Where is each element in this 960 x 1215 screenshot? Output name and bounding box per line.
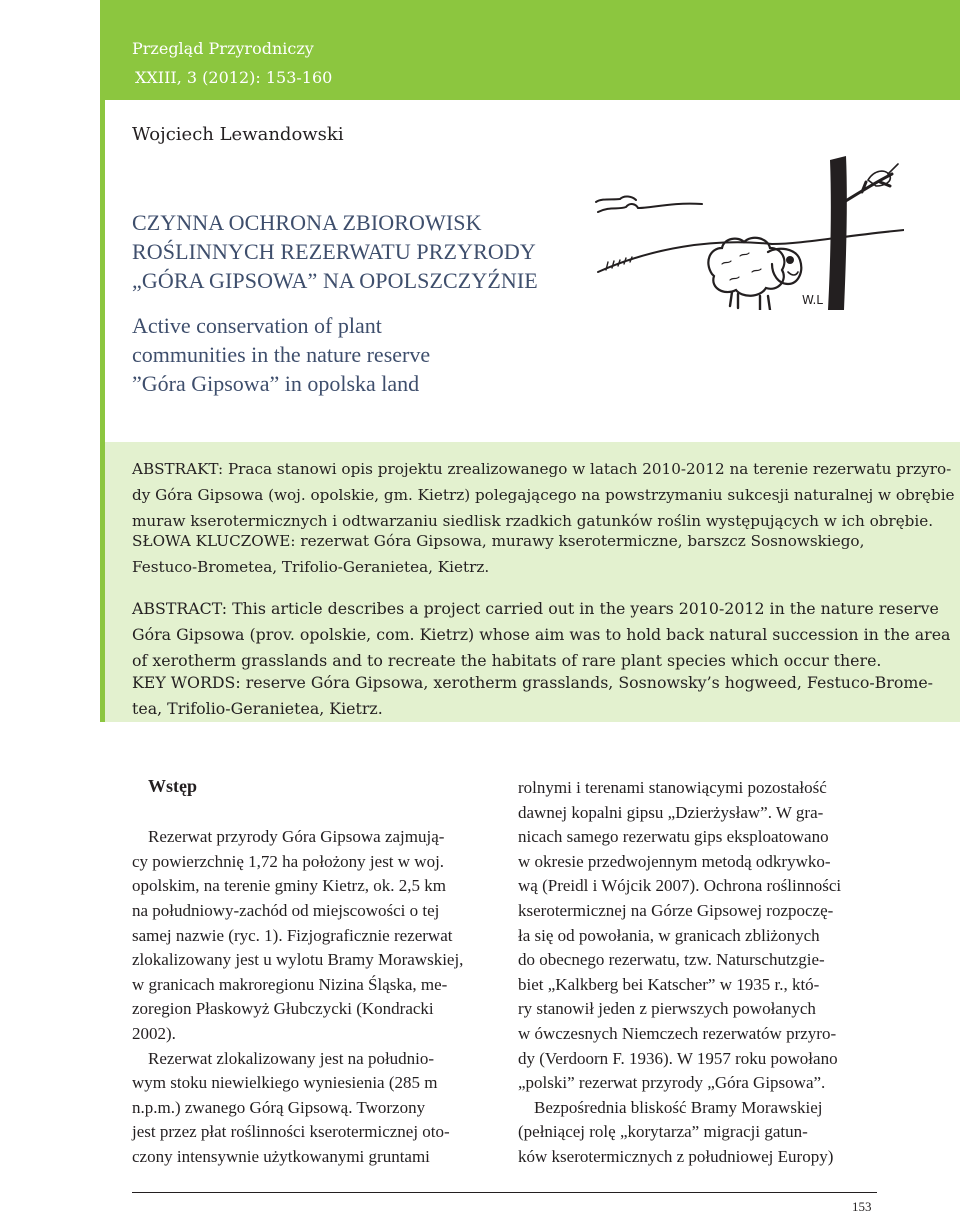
body-column-left xyxy=(132,776,492,1170)
abstract-line: muraw kserotermicznych i odtwarzaniu siedlisk rzadkich gatunków roślin występujących w ich obrębie. xyxy=(132,512,934,530)
body-line: w granicach makroregionu Nizina Śląska, me- xyxy=(132,974,448,994)
abstract-polish xyxy=(132,456,955,534)
journal-title: Przegląd Przyrodniczy xyxy=(132,39,314,58)
body-line: wym stoku niewielkiego wyniesienia (285 m xyxy=(132,1073,438,1093)
keywords-line: KEY WORDS: reserve Góra Gipsowa, xerotherm grasslands, Sosnowsky’s hogweed, Festuco-Brome- xyxy=(132,673,934,692)
keywords-line: tea, Trifolio-Geranietea, Kietrz. xyxy=(132,699,383,718)
footer-rule xyxy=(132,1192,877,1193)
abstract-line: of xerotherm grasslands and to recreate the habitats of rare plant species which occur there. xyxy=(132,651,882,670)
body-line: ków kserotermicznych z południowej Europy) xyxy=(518,1146,834,1166)
body-line: opolskim, na terenie gminy Kietrz, ok. 2,5 km xyxy=(132,876,446,896)
body-line: dy (Verdoorn F. 1936). W 1957 roku powołano xyxy=(518,1048,838,1068)
sheep-tree-illustration xyxy=(592,152,904,310)
body-line: (pełniącej rolę „korytarza” migracji gatun- xyxy=(518,1122,808,1142)
body-line: czony intensywnie użytkowanymi gruntami xyxy=(132,1146,430,1166)
body-line: na południowy-zachód od miejscowości o tej xyxy=(132,900,440,920)
body-line: samej nazwie (ryc. 1). Fizjograficznie rezerwat xyxy=(132,925,453,945)
abstract-english xyxy=(132,596,951,674)
page-number: 153 xyxy=(852,1199,872,1214)
body-line: Bezpośrednia bliskość Bramy Morawskiej xyxy=(534,1097,823,1117)
section-heading: Wstęp xyxy=(148,776,197,796)
body-line: n.p.m.) zwanego Górą Gipsową. Tworzony xyxy=(132,1097,426,1117)
body-line: kserotermicznej na Górze Gipsowej rozpoczę- xyxy=(518,900,834,920)
keywords-polish xyxy=(132,528,876,580)
body-line: wą (Preidl i Wójcik 2007). Ochrona roślinności xyxy=(518,876,842,896)
title-line: Active conservation of plant xyxy=(132,313,382,338)
body-line: ła się od powołania, w granicach zbliżonych xyxy=(518,925,820,945)
body-line: cy powierzchnię 1,72 ha położony jest w woj. xyxy=(132,851,445,871)
body-line: do obecnego rezerwatu, tzw. Naturschutzgie- xyxy=(518,950,825,970)
title-line: „GÓRA GIPSOWA” NA OPOLSZCZYŹNIE xyxy=(132,268,538,293)
title-line: communities in the nature reserve xyxy=(132,342,431,367)
body-line: w ówczesnych Niemczech rezerwatów przyro- xyxy=(518,1023,837,1043)
body-line: Rezerwat zlokalizowany jest na południo- xyxy=(148,1048,435,1068)
title-line: ”Góra Gipsowa” in opolska land xyxy=(132,371,420,396)
body-line xyxy=(132,801,492,826)
body-line: dawnej kopalni gipsu „Dzierżysław”. W gra- xyxy=(518,802,824,822)
abstract-line: ABSTRAKT: Praca stanowi opis projektu zrealizowanego w latach 2010-2012 na terenie rezerwatu przyro- xyxy=(132,460,952,478)
body-line: biet „Kalkberg bei Katscher” w 1935 r., któ- xyxy=(518,974,820,994)
abstract-line: dy Góra Gipsowa (woj. opolskie, gm. Kietrz) polegającego na powstrzymaniu sukcesji naturalnej w obrębie xyxy=(132,486,955,504)
title-line: CZYNNA OCHRONA ZBIOROWISK xyxy=(132,210,482,235)
body-line: rolnymi i terenami stanowiącymi pozostałość xyxy=(518,778,827,797)
body-line: w okresie przedwojennym metodą odkrywko- xyxy=(518,851,831,871)
keywords-english xyxy=(132,670,934,722)
journal-issue: XXIII, 3 (2012): 153-160 xyxy=(135,68,333,87)
author-name: Wojciech Lewandowski xyxy=(132,124,344,145)
abstract-line: Góra Gipsowa (prov. opolskie, com. Kietrz) whose aim was to hold back natural succession in the area xyxy=(132,625,951,644)
title-line: ROŚLINNYCH REZERWATU PRZYRODY xyxy=(132,239,536,264)
body-line xyxy=(132,776,492,801)
abstract-line: ABSTRACT: This article describes a project carried out in the years 2010-2012 in the nature reserve xyxy=(132,599,939,618)
body-line: 2002). xyxy=(132,1023,176,1043)
illustration-signature: W.L xyxy=(802,293,823,307)
keywords-line: SŁOWA KLUCZOWE: rezerwat Góra Gipsowa, murawy kserotermiczne, barszcz Sosnowskiego, xyxy=(132,532,865,550)
title-polish xyxy=(132,208,538,295)
title-english xyxy=(132,311,430,398)
body-line: nicach samego rezerwatu gips eksploatowano xyxy=(518,827,829,847)
body-line: „polski” rezerwat przyrody „Góra Gipsowa”. xyxy=(518,1073,826,1093)
body-line: jest przez płat roślinności kserotermicznej oto- xyxy=(132,1122,450,1142)
keywords-line: Festuco-Brometea, Trifolio-Geranietea, Kietrz. xyxy=(132,558,490,576)
body-line: ry stanowił jeden z pierwszych powołanych xyxy=(518,999,816,1019)
body-column-right xyxy=(518,776,878,1170)
body-line: Rezerwat przyrody Góra Gipsowa zajmują- xyxy=(148,827,445,847)
body-line: zoregion Płaskowyż Głubczycki (Kondracki xyxy=(132,999,434,1019)
body-line: zlokalizowany jest u wylotu Bramy Morawskiej, xyxy=(132,950,464,970)
